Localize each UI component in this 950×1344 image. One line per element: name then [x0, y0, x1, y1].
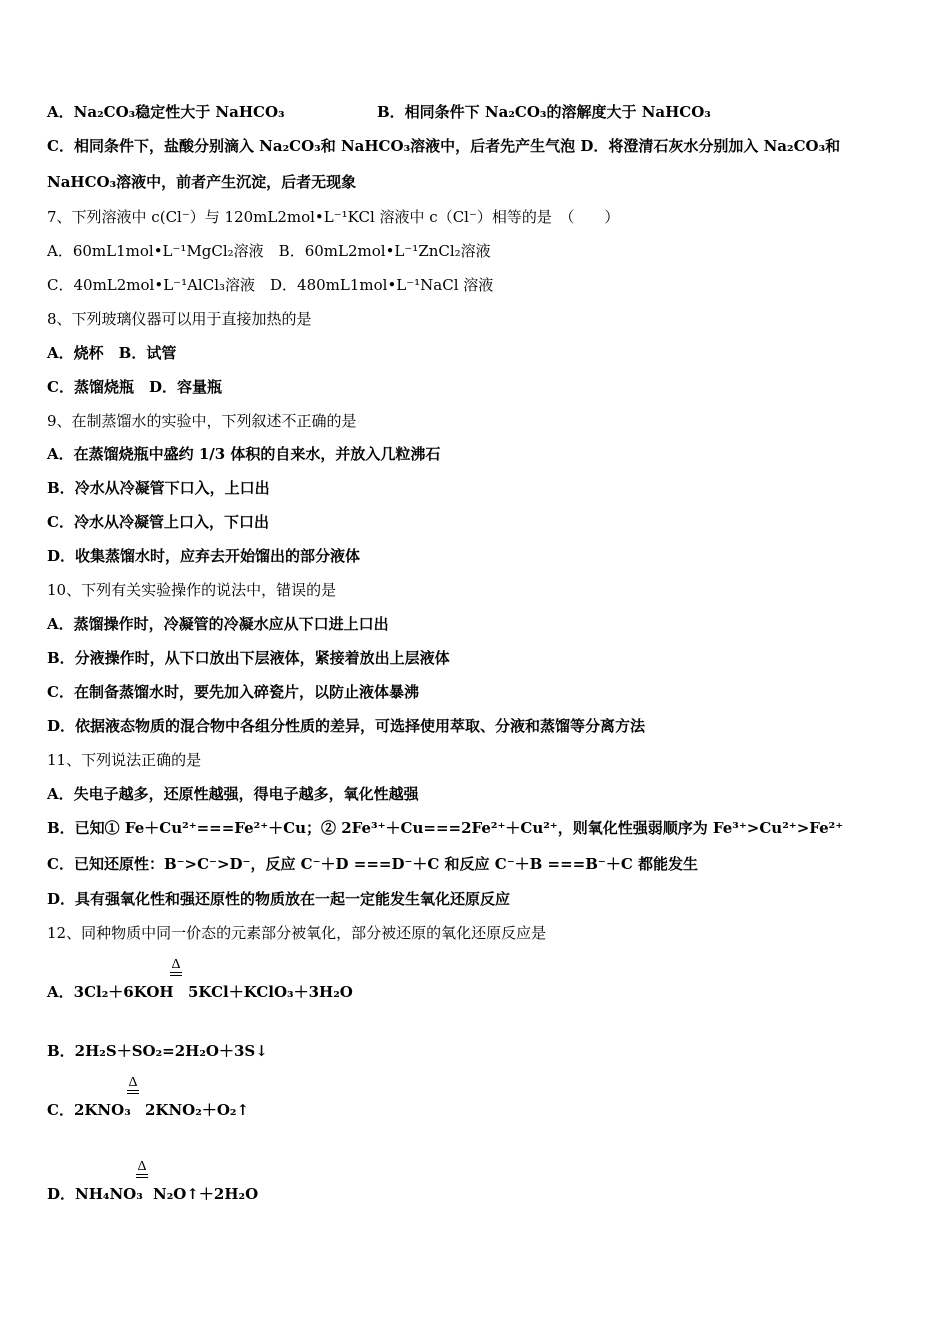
- q6-option-cd-line2: NaHCO₃溶液中，前者产生沉淀，后者无现象: [47, 173, 357, 191]
- q10-option-c: C．在制备蒸馏水时，要先加入碎瓷片，以防止液体暴沸: [47, 683, 419, 701]
- q7-stem: 7、下列溶液中 c(Cl⁻）与 120mL2mol•L⁻¹KCl 溶液中 c（Cl⁻）相等的是 （ ）: [47, 208, 620, 226]
- q11-option-d: D．具有强氧化性和强还原性的物质放在一起一定能发生氧化还原反应: [47, 890, 511, 908]
- heat-symbol-icon: Δ: [171, 957, 181, 972]
- q12-c-heat-arrow: [127, 1076, 139, 1094]
- heat-symbol-icon: Δ: [128, 1075, 138, 1090]
- q12-option-c-products: 2KNO₂＋O₂↑: [145, 1101, 250, 1119]
- q10-stem: 10、下列有关实验操作的说法中，错误的是: [47, 581, 337, 599]
- q7-options-cd: C．40mL2mol•L⁻¹AlCl₃溶液 D．480mL1mol•L⁻¹NaCl 溶液: [47, 276, 494, 294]
- q12-option-c-reactants: C．2KNO₃: [47, 1101, 131, 1119]
- q10-option-d: D．依据液态物质的混合物中各组分性质的差异，可选择使用萃取、分液和蒸馏等分离方法: [47, 717, 646, 735]
- q11-option-b: B．已知① Fe＋Cu²⁺===Fe²⁺＋Cu；② 2Fe³⁺＋Cu===2Fe²⁺＋Cu²⁺，则氧化性强弱顺序为 Fe³⁺>Cu²⁺>Fe²⁺: [47, 819, 844, 837]
- q6-option-a: A．Na₂CO₃稳定性大于 NaHCO₃: [47, 103, 285, 121]
- q7-options-ab: A．60mL1mol•L⁻¹MgCl₂溶液 B．60mL2mol•L⁻¹ZnCl₂溶液: [47, 242, 491, 260]
- q8-stem: 8、下列玻璃仪器可以用于直接加热的是: [47, 310, 312, 328]
- q8-options-cd: C．蒸馏烧瓶 D．容量瓶: [47, 378, 222, 396]
- q12-d-heat-arrow: [136, 1160, 148, 1178]
- q11-stem: 11、下列说法正确的是: [47, 751, 202, 769]
- q6-option-b: B．相同条件下 Na₂CO₃的溶解度大于 NaHCO₃: [377, 103, 711, 121]
- q12-stem: 12、同种物质中同一价态的元素部分被氧化，部分被还原的氧化还原反应是: [47, 924, 547, 942]
- q8-options-ab: A．烧杯 B．试管: [47, 344, 177, 362]
- heat-symbol-icon: Δ: [137, 1159, 147, 1174]
- q6-option-cd-line1: C．相同条件下，盐酸分别滴入 Na₂CO₃和 NaHCO₃溶液中，后者先产生气泡 D．将澄清石灰水分别加入 Na₂CO₃和: [47, 137, 841, 155]
- q12-option-d-reactants: D．NH₄NO₃: [47, 1185, 143, 1203]
- q9-option-d: D．收集蒸馏水时，应弃去开始馏出的部分液体: [47, 547, 361, 565]
- q12-option-d-products: N₂O↑＋2H₂O: [153, 1185, 259, 1203]
- q12-a-heat-arrow: [170, 958, 182, 976]
- q9-option-c: C．冷水从冷凝管上口入，下口出: [47, 513, 269, 531]
- q9-option-a: A．在蒸馏烧瓶中盛约 1/3 体积的自来水，并放入几粒沸石: [47, 445, 441, 463]
- q9-stem: 9、在制蒸馏水的实验中，下列叙述不正确的是: [47, 412, 357, 430]
- q9-option-b: B．冷水从冷凝管下口入，上口出: [47, 479, 270, 497]
- q12-option-b: B．2H₂S＋SO₂=2H₂O＋3S↓: [47, 1042, 268, 1060]
- q12-option-a-reactants: A．3Cl₂＋6KOH: [47, 983, 174, 1001]
- q12-option-a-products: 5KCl＋KClO₃＋3H₂O: [188, 983, 353, 1001]
- q10-option-a: A．蒸馏操作时，冷凝管的冷凝水应从下口进上口出: [47, 615, 389, 633]
- q11-option-c: C．已知还原性：B⁻>C⁻>D⁻，反应 C⁻＋D ===D⁻＋C 和反应 C⁻＋B ===B⁻＋C 都能发生: [47, 855, 698, 873]
- q10-option-b: B．分液操作时，从下口放出下层液体，紧接着放出上层液体: [47, 649, 450, 667]
- q11-option-a: A．失电子越多，还原性越强，得电子越多，氧化性越强: [47, 785, 419, 803]
